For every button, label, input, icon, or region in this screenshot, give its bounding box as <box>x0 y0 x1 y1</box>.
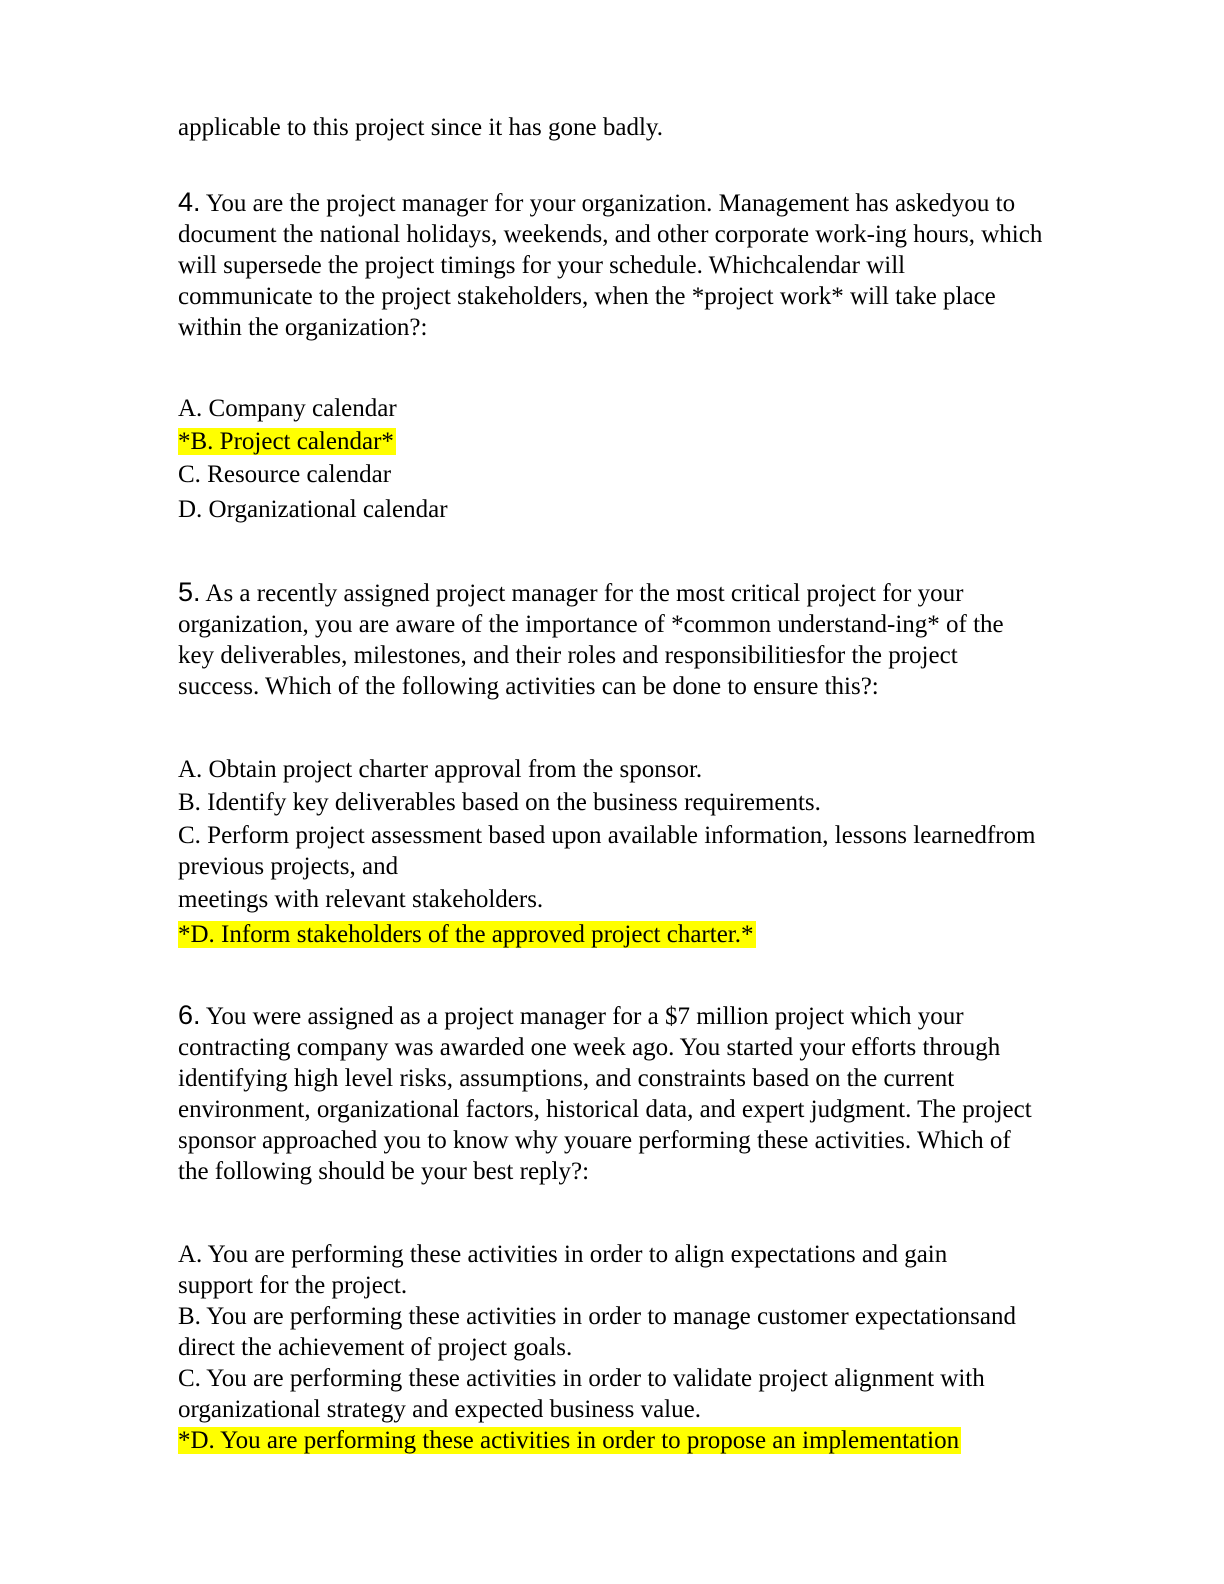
intro-text: applicable to this project since it has gone badly. <box>178 114 664 141</box>
question-6-options <box>178 1239 1128 1456</box>
option-4a: A. Company calendar <box>178 395 397 422</box>
option-4c: C. Resource calendar <box>178 461 392 488</box>
question-6-line-5: sponsor approached you to know why youare performing these activities. Which of <box>178 1127 1011 1154</box>
option-6b-line-1: B. You are performing these activities in order to manage customer expectationsand <box>178 1303 1016 1330</box>
question-4-line-3: will supersede the project timings for your schedule. Whichcalendar will <box>178 252 906 279</box>
question-4-line-4: communicate to the project stakeholders, when the *project work* will take place <box>178 283 996 310</box>
question-5-line-1: 5. As a recently assigned project manager for the most critical project for your <box>178 577 964 607</box>
answer-highlight: *D. You are performing these activities in order to propose an implementation <box>178 1427 960 1454</box>
question-4-line-5: within the organization?: <box>178 314 428 341</box>
question-6-line-6: the following should be your best reply?: <box>178 1158 590 1185</box>
question-5 <box>178 577 1128 702</box>
option-6c-line-2: organizational strategy and expected business value. <box>178 1396 701 1423</box>
question-4-line-2: document the national holidays, weekends, and other corporate work-ing hours, which <box>178 221 1043 248</box>
question-5-options <box>178 754 1128 950</box>
option-5b: B. Identify key deliverables based on the business requirements. <box>178 789 821 816</box>
option-4b-answer <box>178 426 1128 459</box>
option-5c-line-3: meetings with relevant stakeholders. <box>178 886 544 913</box>
option-6d-answer <box>178 1425 1128 1456</box>
option-5d-answer <box>178 919 1128 950</box>
question-6-line-4: environment, organizational factors, historical data, and expert judgment. The project <box>178 1096 1032 1123</box>
answer-highlight: *B. Project calendar* <box>178 428 394 455</box>
question-5-line-2: organization, you are aware of the importance of *common understand-ing* of the <box>178 611 1004 638</box>
question-5-line-3: key deliverables, milestones, and their roles and responsibilitiesfor the project <box>178 642 958 669</box>
question-6-line-2: contracting company was awarded one week ago. You started your efforts through <box>178 1034 1001 1061</box>
question-6 <box>178 1000 1128 1187</box>
option-6a-line-1: A. You are performing these activities in order to align expectations and gain <box>178 1241 948 1268</box>
option-5a: A. Obtain project charter approval from the sponsor. <box>178 756 703 783</box>
option-4d: D. Organizational calendar <box>178 496 448 523</box>
question-5-number: 5. <box>178 577 201 607</box>
option-5c-line-2: previous projects, and <box>178 853 399 880</box>
question-4-options <box>178 393 1128 527</box>
question-5-line-4: success. Which of the following activities can be done to ensure this?: <box>178 673 879 700</box>
question-4-number: 4. <box>178 187 201 217</box>
answer-highlight: *D. Inform stakeholders of the approved project charter.* <box>178 921 754 948</box>
option-6c-line-1: C. You are performing these activities in order to validate project alignment with <box>178 1365 985 1392</box>
question-4-line-1: 4. You are the project manager for your organization. Management has askedyou to <box>178 187 1016 217</box>
option-6b-line-2: direct the achievement of project goals. <box>178 1334 573 1361</box>
option-5c-line-1: C. Perform project assessment based upon available information, lessons learnedfrom <box>178 822 1036 849</box>
question-4 <box>178 187 1128 343</box>
question-6-line-1: 6. You were assigned as a project manager for a $7 million project which your <box>178 1000 964 1030</box>
question-6-line-3: identifying high level risks, assumptions, and constraints based on the current <box>178 1065 955 1092</box>
question-6-number: 6. <box>178 1000 201 1030</box>
option-6a-line-2: support for the project. <box>178 1272 408 1299</box>
document-page <box>178 112 1128 1456</box>
